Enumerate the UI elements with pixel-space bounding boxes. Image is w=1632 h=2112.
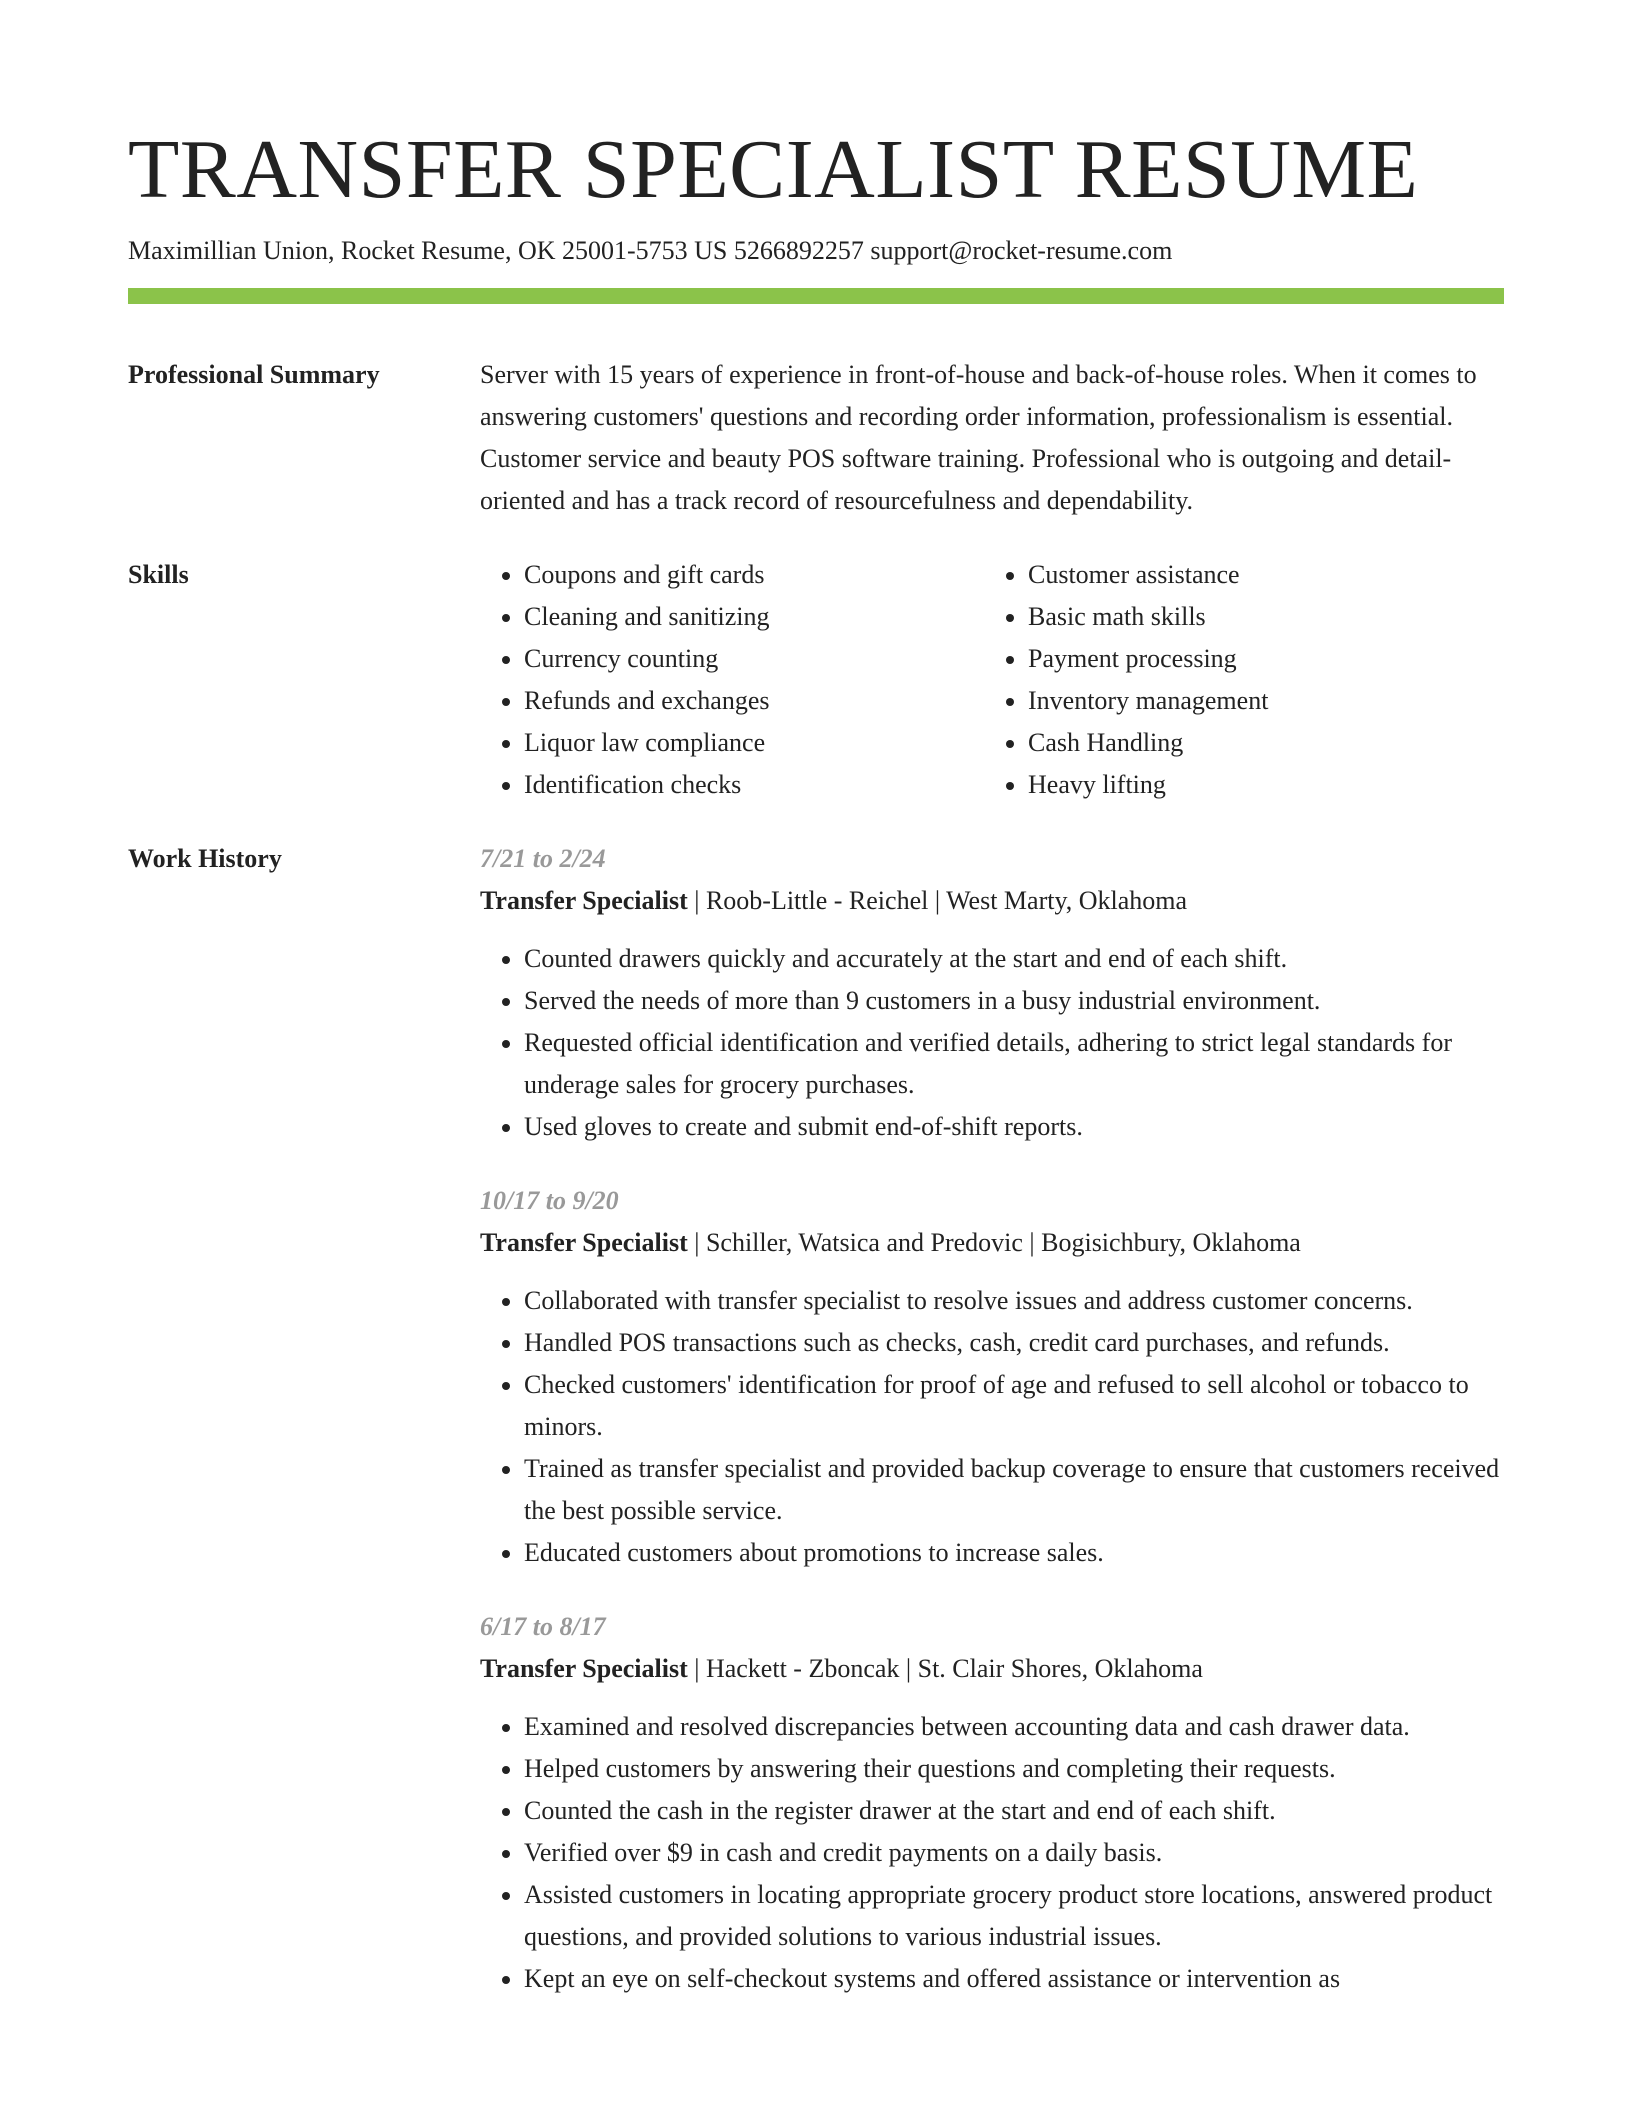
skill-item: • Basic math skills <box>1028 596 1488 638</box>
skill-item: • Currency counting <box>524 638 984 680</box>
job-bullet: • Used gloves to create and submit end-of-shift reports. <box>524 1106 1504 1148</box>
job-bullet: • Counted drawers quickly and accurately at the start and end of each shift. <box>524 938 1504 980</box>
skills-heading: Skills <box>128 560 189 589</box>
job-bullet: • Requested official identification and verified details, adhering to strict legal standards for underage sales for grocery purchases. <box>524 1022 1504 1106</box>
skills-list-left <box>480 554 984 806</box>
job-bullet: • Handled POS transactions such as checks, cash, credit card purchases, and refunds. <box>524 1322 1504 1364</box>
job-bullets <box>480 1280 1504 1574</box>
skill-item: • Coupons and gift cards <box>524 554 984 596</box>
skills-section <box>128 554 1504 806</box>
job-bullet: • Trained as transfer specialist and provided backup coverage to ensure that customers received the best possible service. <box>524 1448 1504 1532</box>
job-title: Transfer Specialist <box>480 886 688 915</box>
skill-item: • Payment processing <box>1028 638 1488 680</box>
job-bullet: • Served the needs of more than 9 customers in a busy industrial environment. <box>524 980 1504 1022</box>
job-entry <box>480 1180 1504 1574</box>
summary-text: Server with 15 years of experience in front-of-house and back-of-house roles. When it comes to answering customers' questions and recording order information, professionalism is essential. Customer service and beauty POS software training. Professional who is outgoing and detail-oriented and has a track record of resourcefulness and dependability. <box>480 360 1477 515</box>
job-dates: 10/17 to 9/20 <box>480 1186 619 1215</box>
skill-item: • Inventory management <box>1028 680 1488 722</box>
job-bullet: • Educated customers about promotions to increase sales. <box>524 1532 1504 1574</box>
job-bullets <box>480 938 1504 1148</box>
skill-item: • Heavy lifting <box>1028 764 1488 806</box>
work-history-heading: Work History <box>128 844 282 873</box>
job-bullet: • Helped customers by answering their questions and completing their requests. <box>524 1748 1504 1790</box>
job-heading <box>480 1648 1504 1690</box>
job-bullets <box>480 1706 1504 2000</box>
job-details: | Roob-Little - Reichel | West Marty, Oklahoma <box>687 886 1188 915</box>
job-bullet: • Assisted customers in locating appropriate grocery product store locations, answered product questions, and provided solutions to various industrial issues. <box>524 1874 1504 1958</box>
skill-item: • Cash Handling <box>1028 722 1488 764</box>
skill-item: • Refunds and exchanges <box>524 680 984 722</box>
job-entry <box>480 1606 1504 2000</box>
skill-item: • Cleaning and sanitizing <box>524 596 984 638</box>
job-bullet: • Counted the cash in the register drawer at the start and end of each shift. <box>524 1790 1504 1832</box>
summary-section <box>128 354 1504 522</box>
job-bullet: • Checked customers' identification for proof of age and refused to sell alcohol or tobacco to minors. <box>524 1364 1504 1448</box>
accent-divider <box>128 288 1504 304</box>
job-bullet: • Collaborated with transfer specialist to resolve issues and address customer concerns. <box>524 1280 1504 1322</box>
resume-page <box>128 0 1504 2000</box>
job-dates: 6/17 to 8/17 <box>480 1612 606 1641</box>
summary-heading: Professional Summary <box>128 360 380 389</box>
job-dates: 7/21 to 2/24 <box>480 844 606 873</box>
skill-item: • Identification checks <box>524 764 984 806</box>
job-heading <box>480 1222 1504 1264</box>
job-entry <box>480 838 1504 1148</box>
work-history-section <box>128 838 1504 2000</box>
job-bullet: • Examined and resolved discrepancies between accounting data and cash drawer data. <box>524 1706 1504 1748</box>
job-bullet: • Kept an eye on self-checkout systems and offered assistance or intervention as <box>524 1958 1504 2000</box>
job-heading <box>480 880 1504 922</box>
job-details: | Schiller, Watsica and Predovic | Bogisichbury, Oklahoma <box>687 1228 1301 1257</box>
skills-list-right <box>984 554 1488 806</box>
job-title: Transfer Specialist <box>480 1654 688 1683</box>
skill-item: • Customer assistance <box>1028 554 1488 596</box>
contact-line: Maximillian Union, Rocket Resume, OK 25001-5753 US 5266892257 support@rocket-resume.com <box>128 236 1173 265</box>
skill-item: • Liquor law compliance <box>524 722 984 764</box>
resume-title: TRANSFER SPECIALIST RESUME <box>128 123 1419 216</box>
job-details: | Hackett - Zboncak | St. Clair Shores, Oklahoma <box>687 1654 1203 1683</box>
job-bullet: • Verified over $9 in cash and credit payments on a daily basis. <box>524 1832 1504 1874</box>
job-title: Transfer Specialist <box>480 1228 688 1257</box>
